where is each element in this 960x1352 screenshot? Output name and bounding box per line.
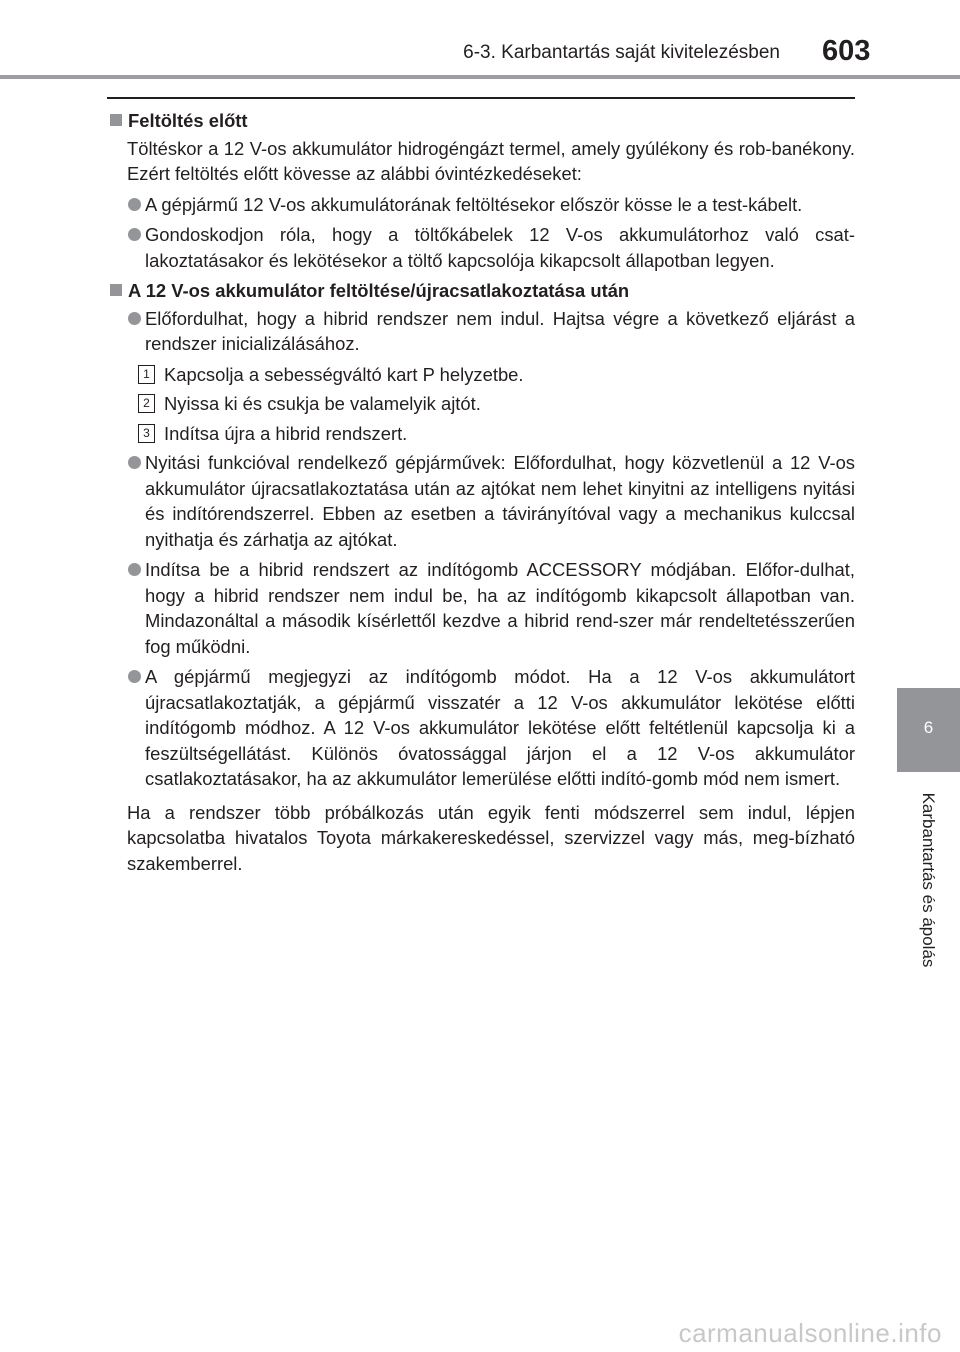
- header-rule: [0, 75, 960, 79]
- step-number-box: 2: [138, 394, 155, 413]
- step-item: [110, 362, 855, 388]
- step-text: Kapcsolja a sebességváltó kart P helyzetbe.: [164, 363, 524, 385]
- bullet-item: [110, 306, 855, 357]
- bullet-dot-icon: [128, 456, 141, 469]
- bullet-text: Előfordulhat, hogy a hibrid rendszer nem indul. Hajtsa végre a következő eljárást a rendszer inicializálásához.: [145, 307, 855, 354]
- section-heading-before-charging: [110, 108, 855, 134]
- bullet-item: [110, 192, 855, 218]
- bullet-text: A gépjármű megjegyzi az indítógomb módot. Ha a 12 V-os akkumulátort újracsatlakoztatják, a gépjármű visszatér a 12 V-os akkumulátor lekötése előtti indítógomb módhoz. A 12 V-os akkumulátor lekötése előtt feltétlenül kapcsolja ki a feszültségellátást. Különös óvatossággal járjon el a 12 V-os akkumulátor csatlakoztatásakor, ha az akkumulátor lemerülése előtti indító-gomb mód nem ismert.: [145, 666, 855, 789]
- bullet-dot-icon: [128, 563, 141, 576]
- closing-note: Ha a rendszer több próbálkozás után egyik fenti módszerrel sem indul, lépjen kapcsolatba hivatalos Toyota márkakereskedéssel, szervizzel vagy más, meg-bízható szakemberrel.: [127, 801, 855, 874]
- main-content: [110, 108, 855, 876]
- section-heading-after-charging: [110, 278, 855, 304]
- step-item: [110, 421, 855, 447]
- step-number-box: 3: [138, 424, 155, 443]
- section-square-icon: [110, 114, 122, 126]
- bullet-item: [110, 222, 855, 273]
- section-heading-text: Feltöltés előtt: [128, 110, 248, 131]
- bullet-text: Indítsa be a hibrid rendszert az indítógomb ACCESSORY módjában. Előfor-dulhat, hogy a hibrid rendszer nem indul be, ha az indítógomb kikapcsolt állapotban van. Mindazonáltal a második kísérlettől kezdve a hibrid rend-szer már rendeltetésszerűen fog működni.: [145, 559, 855, 657]
- header-title: 6-3. Karbantartás saját kivitelezésben: [463, 42, 780, 63]
- bullet-text: Gondoskodjon róla, hogy a töltőkábelek 12 V-os akkumulátorhoz való csat-lakoztatásakor és lekötésekor a töltő kapcsolója kikapcsolt állapotban legyen.: [145, 224, 855, 271]
- bullet-dot-icon: [128, 312, 141, 325]
- step-text: Nyissa ki és csukja be valamelyik ajtót.: [164, 393, 481, 414]
- chapter-side-label: Karbantartás és ápolás: [919, 792, 938, 968]
- step-text: Indítsa újra a hibrid rendszert.: [164, 422, 408, 444]
- bullet-text: A gépjármű 12 V-os akkumulátorának feltöltésekor először kösse le a test-kábelt.: [145, 193, 803, 215]
- watermark: carmanualsonline.info: [678, 1318, 942, 1348]
- section-heading-text: A 12 V-os akkumulátor feltöltése/újracsatlakoztatása után: [128, 280, 630, 301]
- bullet-dot-icon: [128, 228, 141, 241]
- bullet-item: [110, 450, 855, 552]
- step-number-box: 1: [138, 365, 155, 384]
- section-square-icon: [110, 284, 122, 296]
- step-item: [110, 391, 855, 417]
- chapter-tab: [897, 688, 960, 772]
- page-number: 603: [822, 35, 871, 67]
- bullet-text: Nyitási funkcióval rendelkező gépjárművek: Előfordulhat, hogy közvetlenül a 12 V-os akkumulátor újracsatlakoztatása után az ajtókat nem lehet kinyitni az intelligens nyitási és indítórendszerrel. Ebben az esetben a távirányítóval vagy a mechanikus kulccsal nyithatja és zárhatja az ajtókat.: [145, 452, 855, 550]
- intro-paragraph: Töltéskor a 12 V-os akkumulátor hidrogéngázt termel, amely gyúlékony és rob-banékony. Ezért feltöltés előtt kövesse az alábbi óvintézkedéseket:: [127, 137, 855, 184]
- bullet-item: [110, 557, 855, 659]
- bullet-item: [110, 664, 855, 792]
- bullet-dot-icon: [128, 670, 141, 683]
- chapter-tab-number: 6: [923, 718, 934, 737]
- content-rule: [107, 97, 855, 99]
- bullet-dot-icon: [128, 198, 141, 211]
